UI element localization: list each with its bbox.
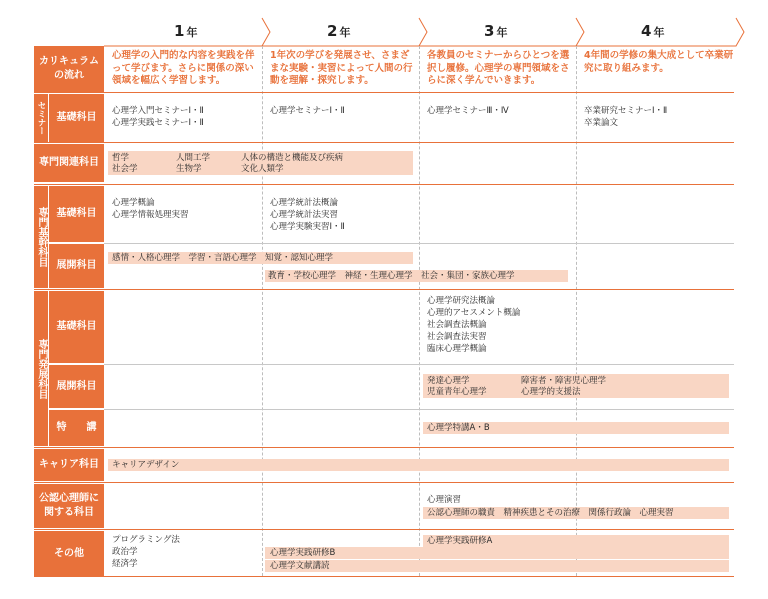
row-divider [34,289,734,290]
advanced-basic-y3-item-3: 社会調査法概論 [427,320,487,330]
col-divider-3 [576,46,577,576]
advanced-dev-item-4: 心理学的支援法 [521,387,581,397]
related-item-sociology: 社会学 [112,164,138,174]
year-2-heading: 2 年 [327,22,351,40]
row-divider [34,92,734,93]
flow-year4-text: 4年間の学修の集大成として卒業研究に取り組みます。 [584,50,734,74]
col-divider-2 [419,46,420,576]
flow-label: カリキュラム の流れ [34,46,104,92]
core-basic-y1-item-2: 心理学情報処理実習 [112,210,189,220]
other-y1-item-1: プログラミング法 [112,535,180,545]
row-divider [34,482,734,483]
advanced-dev-label: 展開科目 [49,365,104,408]
other-y1-item-2: 政治学 [112,547,138,557]
col-divider-1 [262,46,263,576]
seminar-group-label: セミナー [34,94,48,142]
related-item-anthropology: 文化人類学 [241,164,284,174]
license-label: 公認心理師に 関する科目 [34,484,104,528]
flow-year1-text: 心理学の入門的な内容を実践を伴って学びます。さらに関係の深い領域を幅広く学習します。 [112,50,255,86]
advanced-basic-label: 基礎科目 [49,291,104,363]
advanced-basic-y3-item-4: 社会調査法実習 [427,332,487,342]
row-divider [34,447,734,448]
core-dev-bar-2-text: 教育・学校心理学 神経・生理心理学 社会・集団・家族心理学 [268,271,515,281]
advanced-dev-item-1: 発達心理学 [427,376,470,386]
career-label: キャリア科目 [34,449,104,481]
advanced-special-item: 心理学特講A・B [427,423,490,433]
career-bar [108,459,729,471]
related-item-ergonomics: 人間工学 [176,153,211,163]
advanced-special-label: 特 講 [49,410,104,446]
year-arrow-line [104,16,768,48]
flow-year3-text: 各教員のセミナーからひとつを選択し履修。心理学の専門領域をさらに深く学んでいきます。 [427,50,570,86]
year-4-heading: 4 年 [641,22,665,40]
related-item-biology: 生物学 [176,164,202,174]
core-basic-label: 基礎科目 [49,186,104,242]
advanced-basic-y3-item-1: 心理学研究法概論 [427,296,496,306]
related-label: 専門関連科目 [34,144,104,182]
row-divider [104,243,734,244]
other-bar-a-text: 心理学実践研修A [427,536,493,546]
advanced-dev-item-2: 障害者・障害児心理学 [521,376,607,386]
row-divider [34,142,734,143]
other-bar-c-text: 心理学文献講読 [270,561,330,571]
advanced-basic-y3-item-2: 心理的アセスメント概論 [427,308,521,318]
flow-year2-text: 1年次の学びを発展させ、さまざまな実験・実習によって人間の行動を理解・探究します。 [270,50,413,86]
career-item: キャリアデザイン [112,460,180,470]
license-item-2: 公認心理師の職責 精神疾患とその治療 関係行政論 心理実習 [427,508,674,518]
seminar-y2-item: 心理学セミナーⅠ・Ⅱ [270,106,345,116]
core-basic-y2-item-1: 心理学統計法概論 [270,198,339,208]
license-item-1: 心理演習 [427,495,462,505]
row-divider [104,409,734,410]
year-1-heading: 1 年 [174,22,198,40]
core-group-label: 専門基幹科目 [34,186,48,288]
seminar-y1-item-2: 心理学実践セミナーⅠ・Ⅱ [112,118,204,128]
other-bar-c [265,560,729,572]
other-y1-item-3: 経済学 [112,559,138,569]
row-divider [34,529,734,530]
seminar-y3-item: 心理学セミナーⅢ・Ⅳ [427,106,509,116]
core-dev-bar-1-text: 感情・人格心理学 学習・言語心理学 知覚・認知心理学 [112,253,334,263]
other-bar-b-text: 心理学実践研修B [270,548,336,558]
seminar-y1-item-1: 心理学入門セミナーⅠ・Ⅱ [112,106,204,116]
seminar-y4-item-1: 卒業研究セミナーⅠ・Ⅱ [584,106,668,116]
related-item-philosophy: 哲学 [112,153,130,163]
advanced-basic-y3-item-5: 臨床心理学概論 [427,344,487,354]
advanced-group-label: 専門発展科目 [34,291,48,446]
row-divider [104,364,734,365]
seminar-y4-item-2: 卒業論文 [584,118,619,128]
seminar-basic-label: 基礎科目 [49,94,104,142]
core-dev-label: 展開科目 [49,244,104,288]
row-divider [34,184,734,185]
advanced-dev-item-3: 児童青年心理学 [427,387,487,397]
year-3-heading: 3 年 [484,22,508,40]
row-divider [34,576,734,577]
core-basic-y1-item-1: 心理学概論 [112,198,155,208]
core-basic-y2-item-3: 心理学実験実習Ⅰ・Ⅱ [270,222,345,232]
core-basic-y2-item-2: 心理学統計法実習 [270,210,339,220]
other-label: その他 [34,531,104,576]
related-item-anatomy: 人体の構造と機能及び疾病 [241,153,344,163]
